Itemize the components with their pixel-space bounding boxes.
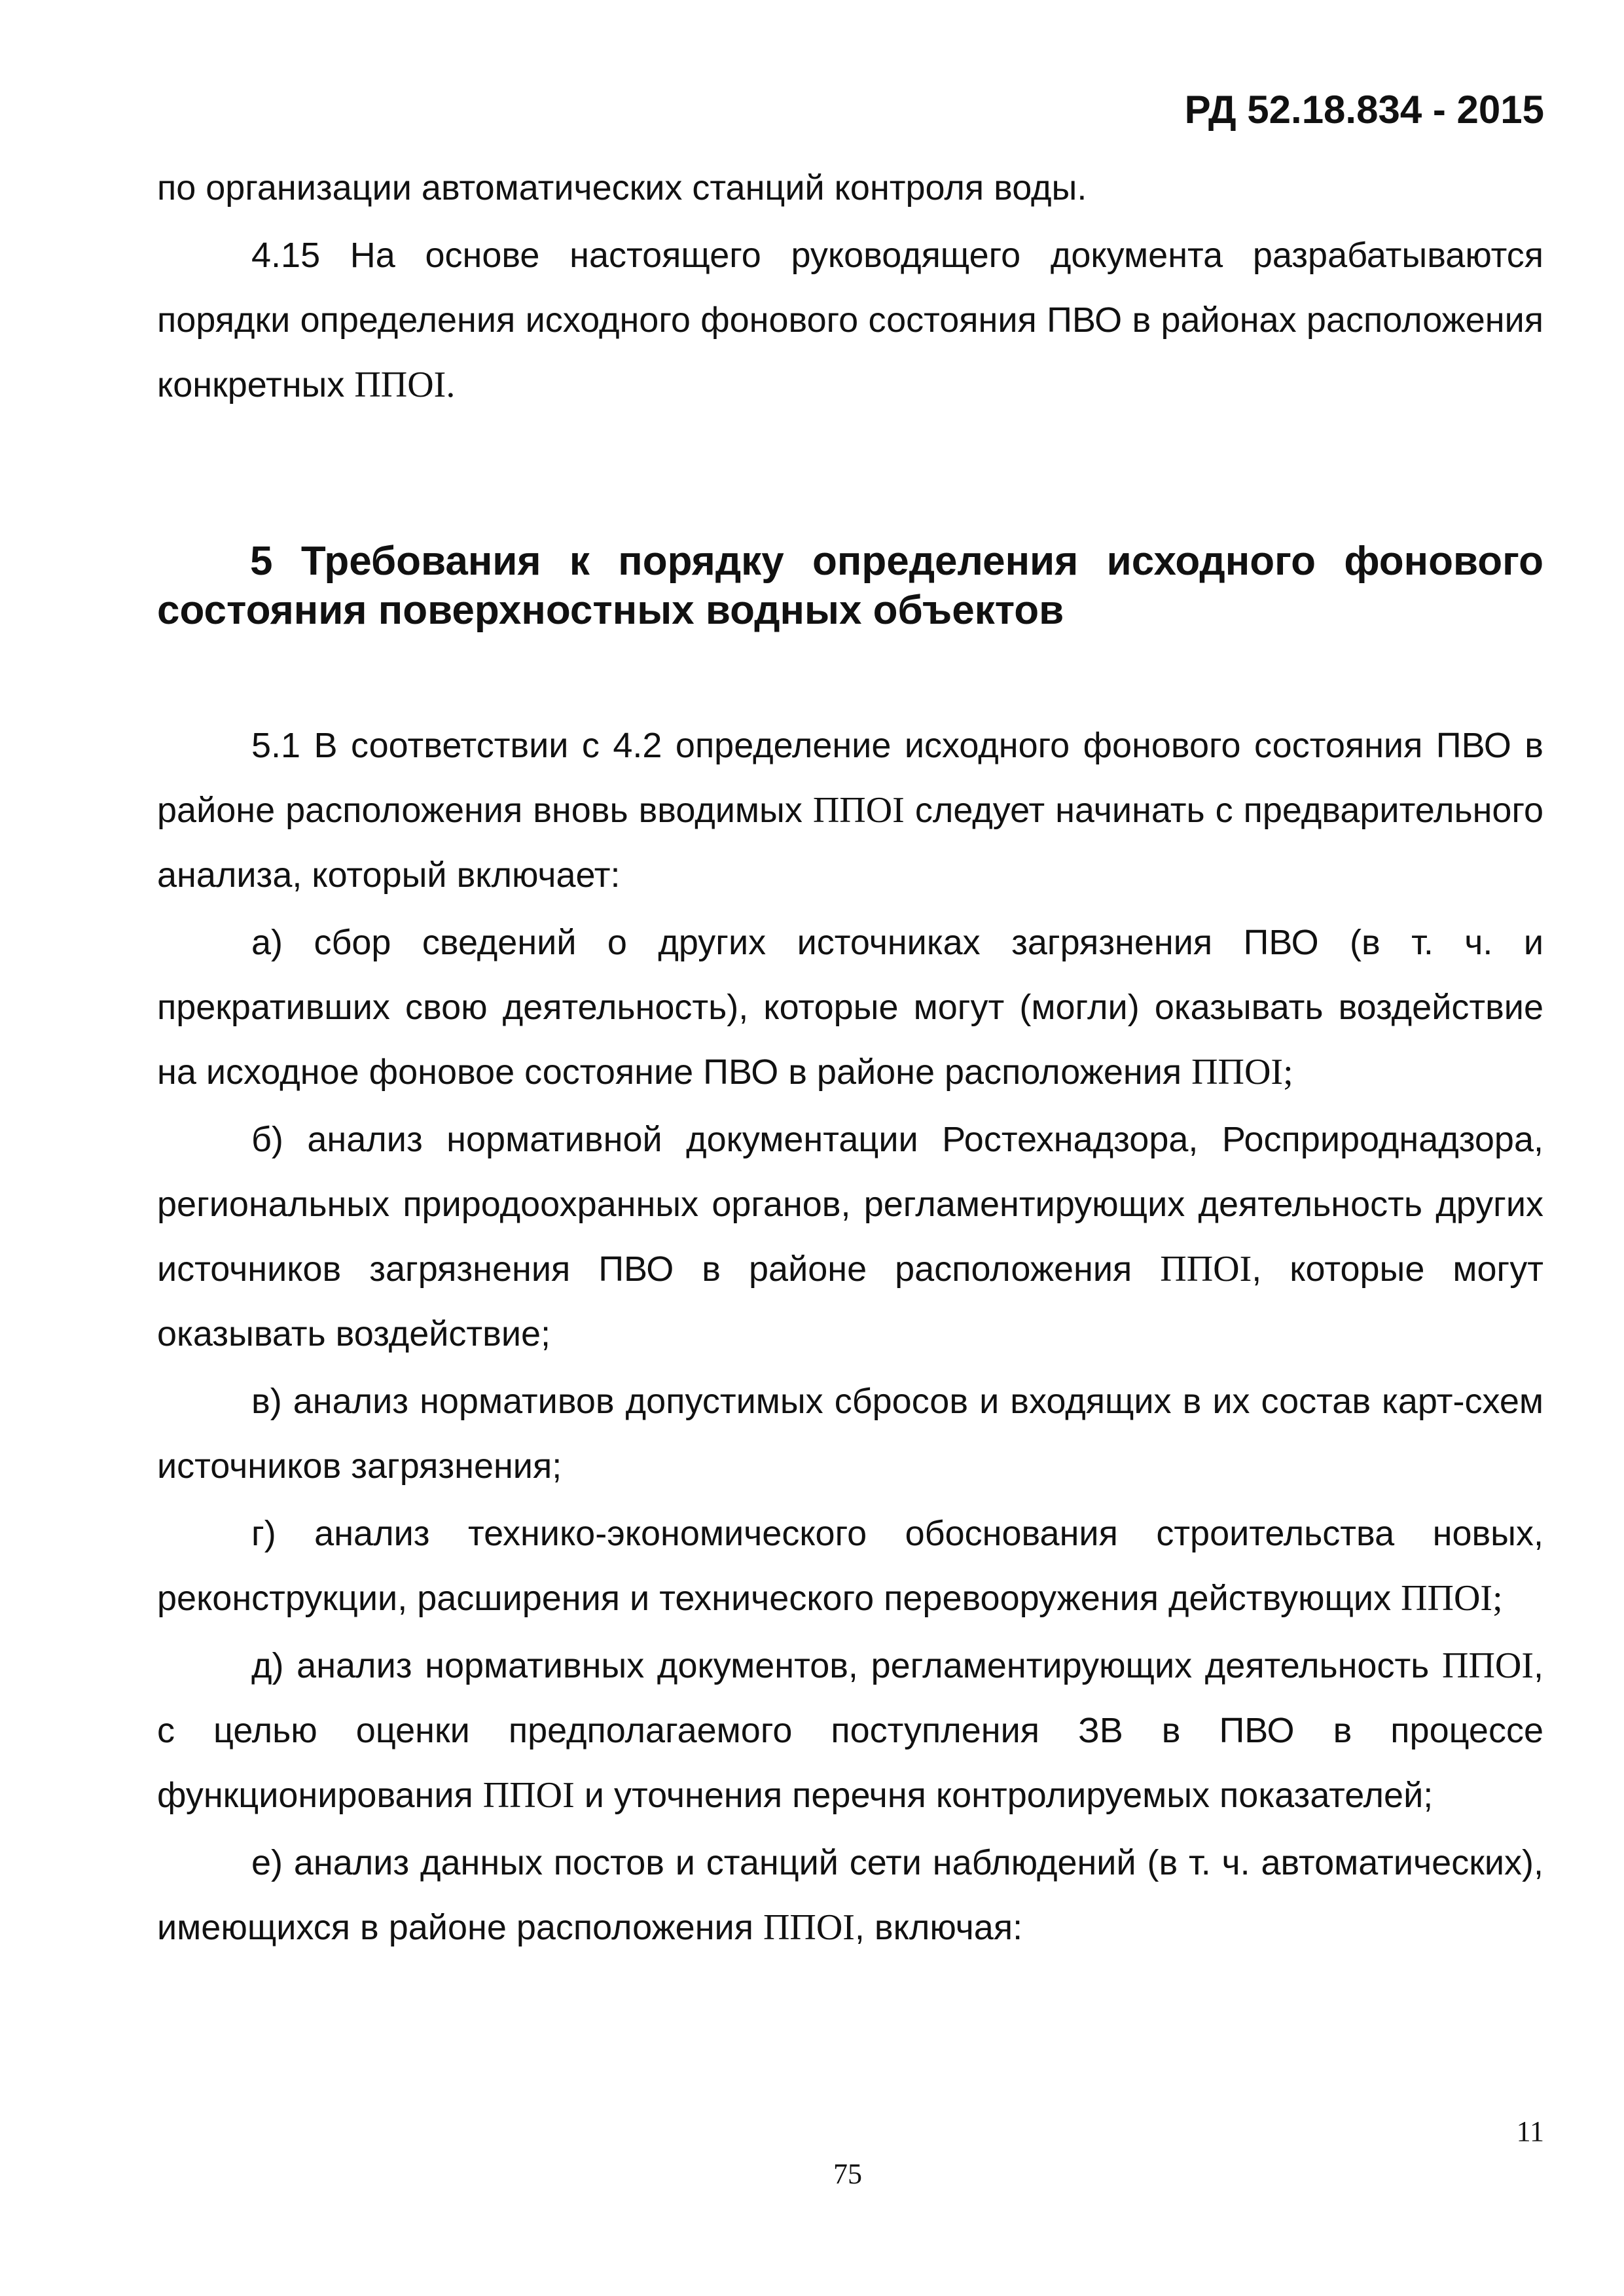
paragraph-continuation: по организации автоматических станций контроля воды. — [157, 168, 1087, 207]
abbreviation-ppoi: ППОI — [1401, 1578, 1493, 1619]
page-number: 11 — [1516, 2115, 1544, 2147]
abbreviation-ppoi: ППОI — [1442, 1645, 1534, 1686]
abbreviation-ppoi: ППОI — [1160, 1249, 1252, 1289]
list-item-e: е) анализ данных постов и станций сети наблюдений (в т. ч. автоматических), имеющихся в районе расположения ППОI, включая: — [157, 1843, 1543, 1948]
list-item-d: д) анализ нормативных документов, регламентирующих деятельность ППОI, с целью оценки предполагаемого поступления ЗВ в ПВО в процессе функционирования ППОI и уточнения перечня контролируемых показателей; — [157, 1645, 1543, 1816]
abbreviation-ppoi: ППОI — [763, 1907, 855, 1948]
document-code: РД 52.18.834 - 2015 — [1184, 88, 1544, 132]
list-item-b: б) анализ нормативной документации Ростехнадзора, Росприроднадзора, региональных природоохранных органов, регламентирующих деятельность других источников загрязнения ПВО в районе расположения ППОI, которые могут оказывать воздействие; — [157, 1120, 1543, 1354]
abbreviation-ppoi: ППОI — [482, 1775, 575, 1816]
list-item-v: в) анализ нормативов допустимых сбросов и входящих в их состав карт-схем источников загрязнения; — [157, 1382, 1543, 1486]
document-body — [157, 156, 1543, 1960]
section-5-heading: 5 Требования к порядку определения исходного фонового состояния поверхностных водных объектов — [157, 539, 1543, 633]
paragraph-5-1: 5.1 В соответствии с 4.2 определение исходного фонового состояния ПВО в районе расположения вновь вводимых ППОI следует начинать с предварительного анализа, который включает: — [157, 726, 1543, 895]
list-item-g: г) анализ технико-экономического обоснования строительства новых, реконструкции, расширения и технического перевооружения действующих ППОI; — [157, 1514, 1543, 1619]
list-item-a: а) сбор сведений о других источниках загрязнения ПВО (в т. ч. и прекративших свою деятельность), которые могут (могли) оказывать воздействие на исходное фоновое состояние ПВО в районе расположения ППОI; — [157, 923, 1543, 1092]
scan-page-number: 75 — [833, 2158, 862, 2190]
abbreviation-ppoi: ППОI — [1191, 1052, 1284, 1092]
abbreviation-ppoi: ППОI — [812, 790, 905, 831]
abbreviation-ppoi: ППОI — [354, 365, 446, 405]
paragraph-4-15: 4.15 На основе настоящего руководящего документа разрабатываются порядки определения исходного фонового состояния ПВО в районах расположения конкретных ППОI. — [157, 236, 1543, 405]
